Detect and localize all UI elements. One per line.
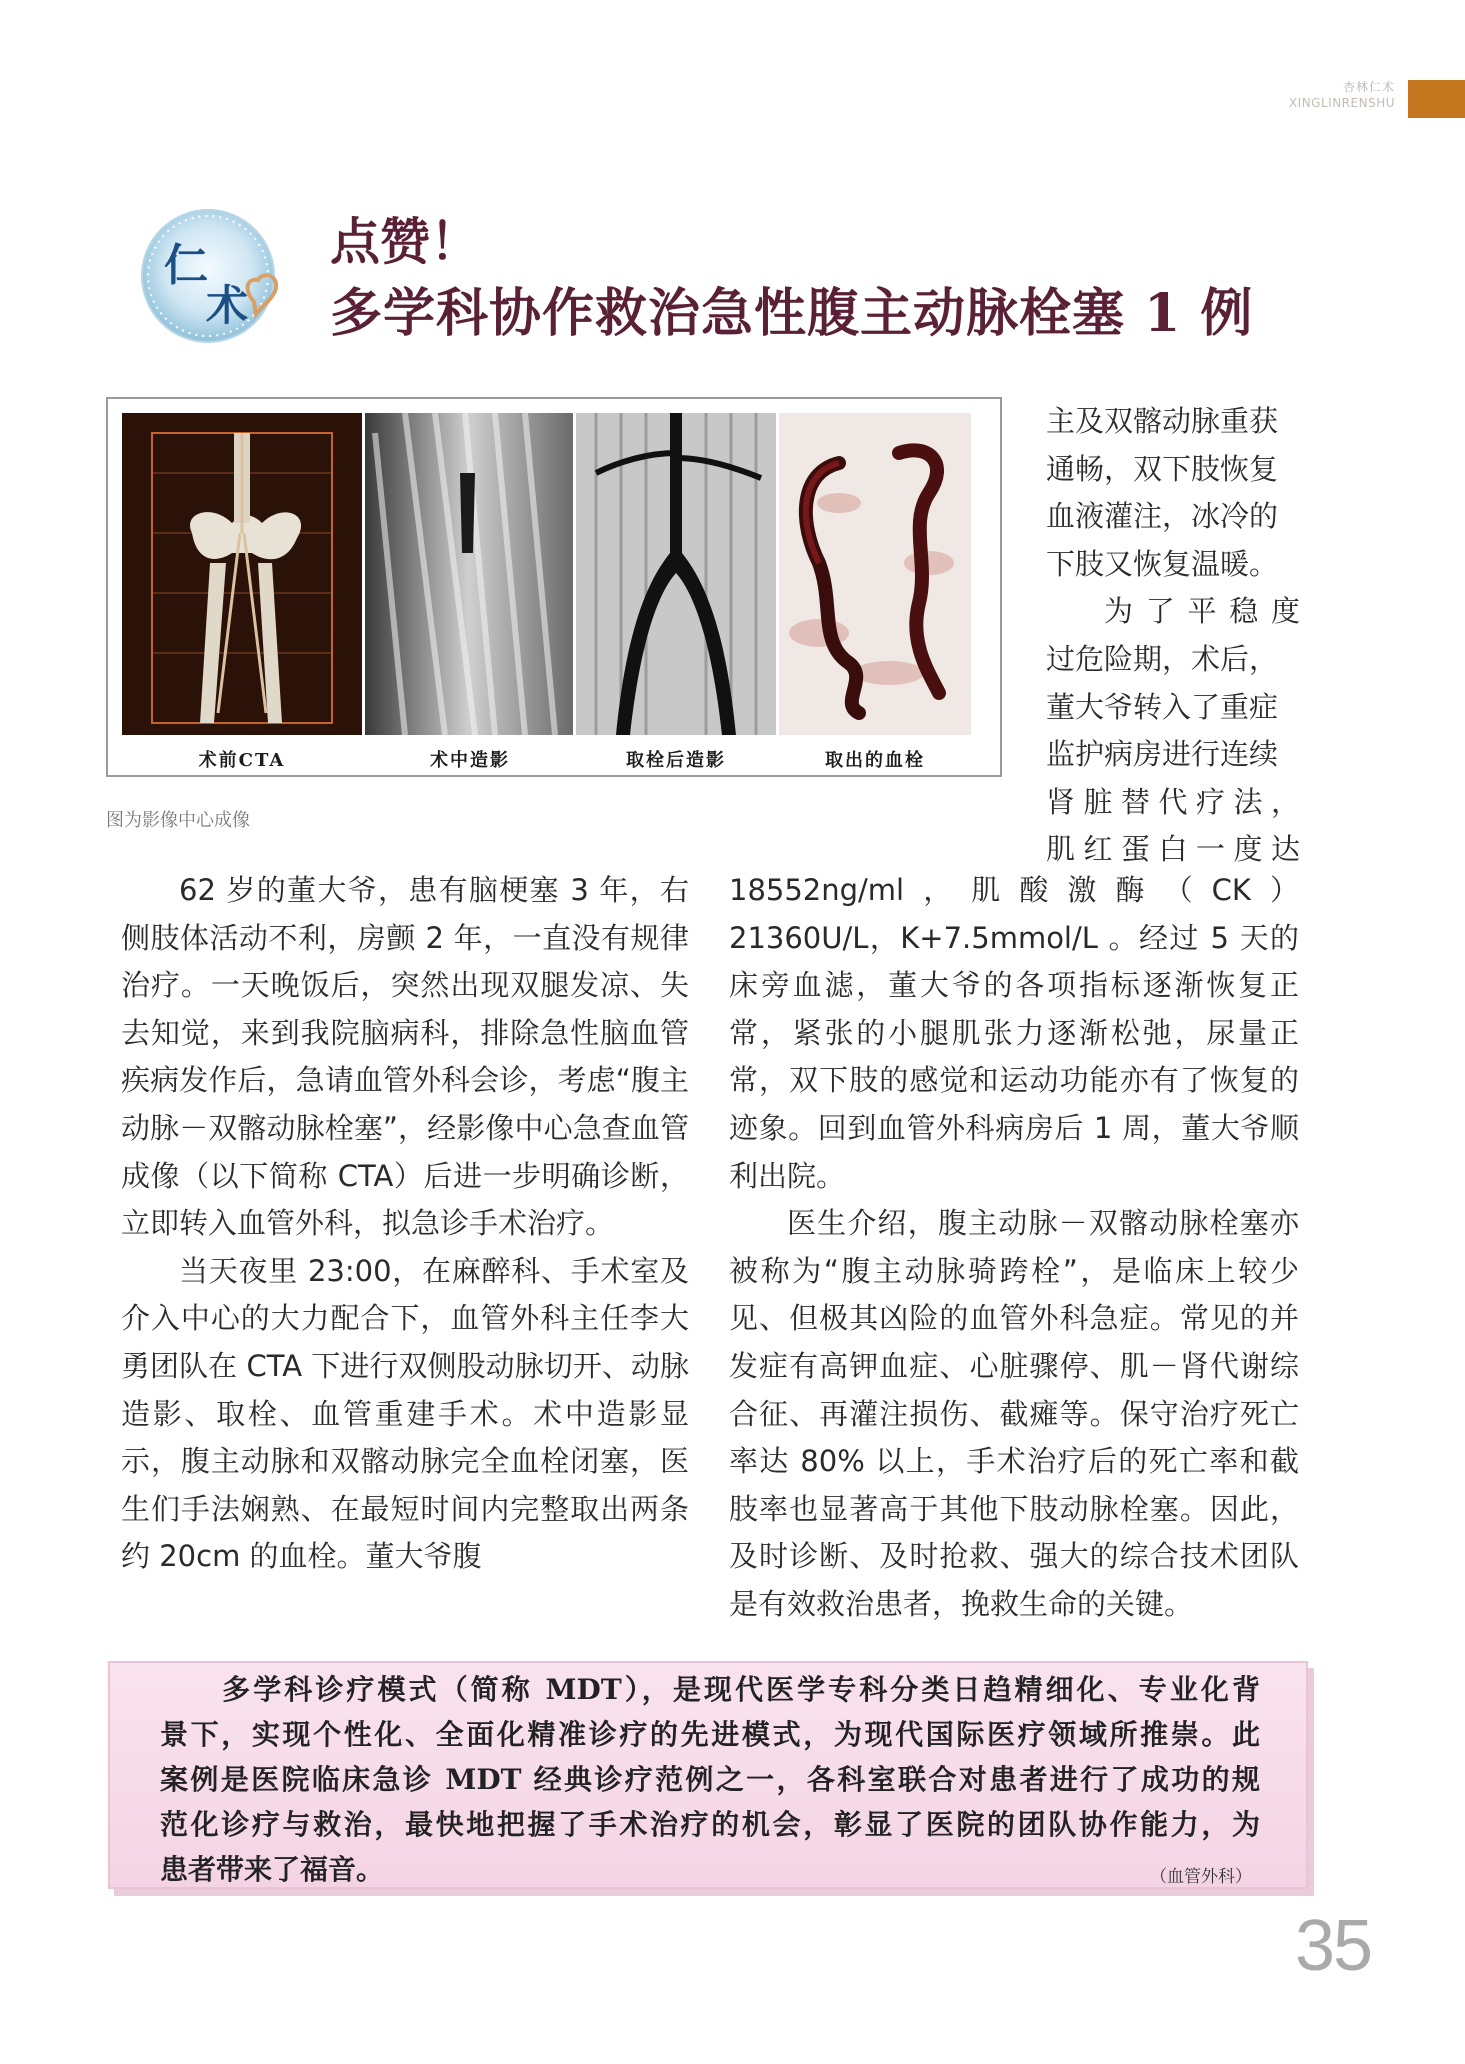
paragraph-recovery: 18552ng/ml，肌酸激酶（CK）21360U/L，K+7.5mmol/L 。经过 5 天的床旁血滤，董大爷的各项指标逐渐恢复正常，紧张的小腿肌张力逐渐松弛，尿量正常，双下肢的感觉和运动功能亦有了恢复的迹象。回到血管外科病房后 1 周，董大爷顺利出院。 (729, 873, 1299, 1193)
title-line-2: 多学科协作救治急性腹主动脉栓塞 1 例 (330, 283, 1254, 344)
cta-image (122, 413, 362, 735)
mdt-callout-text (160, 1667, 1260, 1892)
callout-line: 多学科诊疗模式（简称 MDT），是现代医学专科分类日趋精细化、专业化背 (160, 1673, 1260, 1706)
figure-label-intraop: 术中造影 (430, 750, 510, 771)
figure-frame (106, 397, 1002, 777)
title-line-1: 点赞！ (330, 212, 480, 271)
section-color-tab (1408, 80, 1465, 118)
logo-char-2: 术 (206, 281, 249, 330)
magazine-brand-cn: 杏林仁术 (1342, 80, 1395, 94)
logo-char-1: 仁 (164, 240, 208, 291)
article-left-column (121, 867, 689, 1581)
intraop-angiography-image (365, 413, 573, 735)
text-line: 监护病房进行连续 (1046, 737, 1279, 772)
magazine-brand-en: XINGLINRENSHU (1288, 96, 1395, 110)
paragraph-surgery: 当天夜里 23:00，在麻醉科、手术室及介入中心的大力配合下，血管外科主任李大勇团队在 CTA 下进行双侧股动脉切开、动脉造影、取栓、血管重建手术。术中造影显示，腹主动脉和双髂动脉完全血栓闭塞，医生们手法娴熟、在最短时间内完整取出两条约 20cm 的血栓。董大爷腹 (121, 1253, 689, 1574)
callout-line: 景下，实现个性化、全面化精准诊疗的先进模式，为现代国际医疗领域所推崇。此 (160, 1718, 1260, 1751)
paragraph-patient-history: 62 岁的董大爷，患有脑梗塞 3 年，右侧肢体活动不利，房颤 2 年，一直没有规律治疗。一天晚饭后，突然出现双腿发凉、失去知觉，来到我院脑病科，排除急性脑血管疾病发作后，急请血管外科会诊，考虑“腹主动脉－双髂动脉栓塞”，经影像中心急查血管成像（以下简称 CTA）后进一步明确诊断，立即转入血管外科，拟急诊手术治疗。 (121, 873, 689, 1241)
figure-label-post: 取栓后造影 (626, 750, 726, 771)
callout-line: 案例是医院临床急诊 MDT 经典诊疗范例之一，各科室联合对患者进行了成功的规 (160, 1763, 1260, 1796)
article-right-column-top (1046, 398, 1300, 874)
paragraph-doctor-intro: 医生介绍，腹主动脉－双髂动脉栓塞亦被称为“腹主动脉骑跨栓”，是临床上较少见、但极其凶险的血管外科急症。常见的并发症有高钾血症、心脏骤停、肌－肾代谢综合征、再灌注损伤、截瘫等。保守治疗死亡率达 80% 以上，手术治疗后的死亡率和截肢率也显著高于其他下肢动脉栓塞。因此，及时诊断、及时抢救、强大的综合技术团队是有效救治患者，挽救生命的关键。 (729, 1206, 1299, 1621)
post-thrombectomy-angiography-image (576, 413, 776, 735)
text-line: 过危险期，术后， (1046, 641, 1279, 676)
callout-source: （血管外科） (1150, 1867, 1252, 1887)
text-line: 血液灌注，冰冷的 (1046, 499, 1279, 534)
page-number: 35 (1295, 1906, 1372, 1986)
article-right-column (729, 867, 1299, 1629)
text-line: 通畅，双下肢恢复 (1046, 451, 1279, 486)
text-line: 主及双髂动脉重获 (1046, 404, 1279, 438)
text-line: 董大爷转入了重症 (1046, 689, 1279, 724)
text-line: 下肢又恢复温暖。 (1046, 546, 1279, 581)
callout-line: 患者带来了福音。 (160, 1853, 385, 1886)
callout-line: 范化诊疗与救治，最快地把握了手术治疗的机会，彰显了医院的团队协作能力，为 (160, 1808, 1260, 1841)
renshu-logo-icon (136, 198, 296, 358)
text-line: 肾脏替代疗法， (1046, 784, 1300, 819)
figure-note: 图为影像中心成像 (106, 810, 250, 831)
text-line: 为了平稳度 (1104, 594, 1300, 629)
text-line: 肌红蛋白一度达 (1046, 832, 1300, 867)
figure-label-thrombus: 取出的血栓 (825, 750, 925, 771)
section-logo (136, 198, 296, 358)
figure-label-cta: 术前CTA (198, 750, 286, 771)
extracted-thrombus-image (779, 413, 971, 735)
